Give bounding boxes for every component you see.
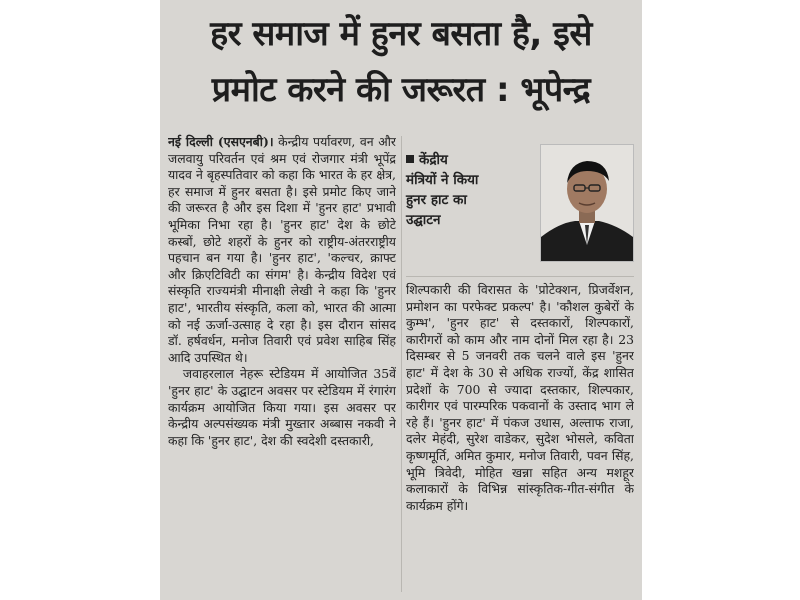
- headline-line-2: प्रमोट करने की जरूरत : भूपेन्द्र: [211, 70, 591, 110]
- article-paragraph-3: शिल्पकारी की विरासत के 'प्रोटेक्शन, प्रिजर्वेशन, प्रमोशन का परफेक्ट प्रकल्प' है। 'कौशल कुबेरों के कुम्भ', 'हुनर हाट' से दस्तकारों, शिल्पकारों, कारीगरों को काम और नाम दोनों मिल रहा है। 23 दिसम्बर से 5 जनवरी तक चलने वाले इस 'हुनर हाट' में देश के 30 से अधिक राज्यों, केंद्र शासित प्रदेशों के 700 से ज्यादा दस्तकार, शिल्पकार, कारीगर एवं पारम्परिक पकवानों के उस्ताद भाग ले रहे हैं। 'हुनर हाट' में पंकज उधास, अल्ताफ राजा, दलेर मेहंदी, सुरेश वाडेकर, सुदेश भोसले, कविता कृष्णमूर्ति, अमित कुमार, मनोज तिवारी, पवन सिंह, भूमि त्रिवेदी, मोहित खन्ना सहित अन्य मशहूर कलाकारों के विभिन्न सांस्कृतिक-गीत-संगीत के कार्यक्रम होंगे।: [406, 282, 634, 513]
- pull-quote-line-4: उद्घाटन: [406, 212, 441, 228]
- article-paragraph-1-text: केन्द्रीय पर्यावरण, वन और जलवायु परिवर्तन एवं श्रम एवं रोजगार मंत्री भूपेंद्र यादव ने बृहस्पतिवार को कहा कि भारत के हर क्षेत्र, हर समाज में हुनर बसता है। इसे प्रमोट किए जाने की जरूरत है और इस दिशा में 'हुनर हाट' प्रभावी भूमिका निभा रहा है। 'हुनर हाट' देश के छोटे कस्बों, छोटे शहरों के हुनर को राष्ट्रीय-अंतरराष्ट्रीय पहचान बन गया है। 'हुनर हाट', 'कल्चर, क्राफ्ट और क्रिएटिविटी का संगम' है। केन्द्रीय विदेश एवं संस्कृति राज्यमंत्री मीनाक्षी लेखी ने कहा कि 'हुनर हाट', भारतीय संस्कृति, कला को, भारत की आत्मा को नई ऊर्जा-उत्साह दे रहा है। इस दौरान सांसद डॉ. हर्षवर्धन, मनोज तिवारी एवं प्रवेश साहिब सिंह आदि उपस्थित थे।: [168, 134, 396, 365]
- minister-photo: [540, 144, 634, 262]
- pull-quote-line-3: हुनर हाट का: [406, 192, 467, 208]
- pull-quote-divider: [406, 276, 634, 277]
- pull-quote: [406, 150, 532, 268]
- dateline: नई दिल्ली (एसएनबी)।: [168, 134, 274, 149]
- article-paragraph-2: जवाहरलाल नेहरू स्टेडियम में आयोजित 35वें 'हुनर हाट' के उद्घाटन अवसर पर स्टेडियम में रंगारंग कार्यक्रम आयोजित किया गया। इस अवसर पर केन्द्रीय अल्पसंख्यक मंत्री मुख्तार अब्बास नकवी ने कहा कि 'हुनर हाट', देश की स्वदेशी दस्तकारी,: [168, 366, 396, 448]
- pull-quote-line-1: केंद्रीय: [419, 152, 448, 168]
- article-column-right: [406, 282, 634, 596]
- portrait-image: [541, 145, 633, 261]
- article-paragraph-1: [168, 134, 396, 366]
- square-bullet-icon: [406, 155, 414, 163]
- article-column-left: [168, 134, 396, 596]
- column-divider: [401, 136, 402, 592]
- newspaper-clipping: [160, 0, 642, 600]
- headline-line-1: हर समाज में हुनर बसता है, इसे: [210, 14, 592, 54]
- pull-quote-line-2: मंत्रियों ने किया: [406, 172, 479, 188]
